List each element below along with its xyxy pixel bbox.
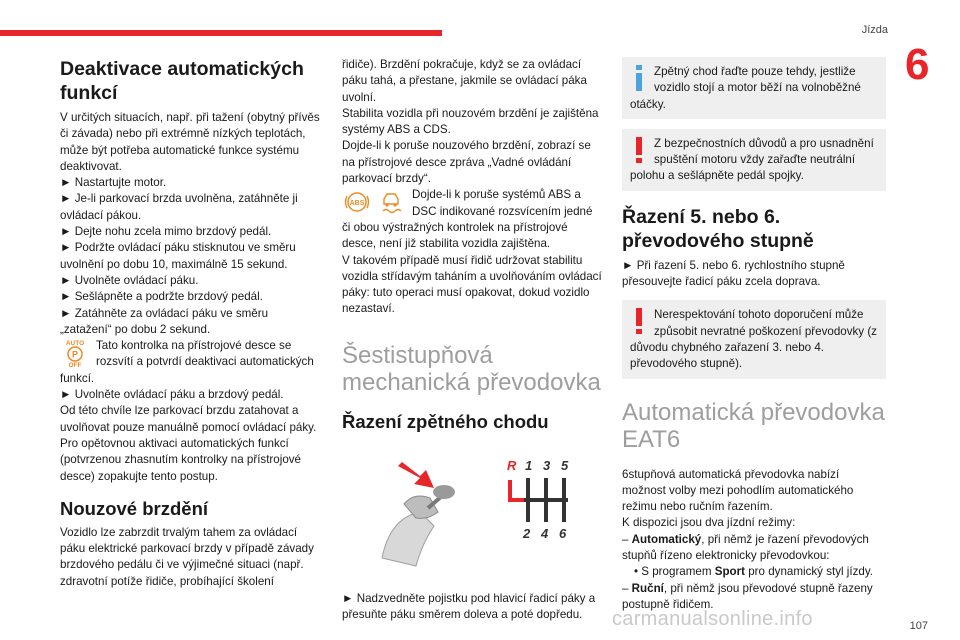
heading-deactivate: Deaktivace automatických funkcí [60,58,304,104]
gear-label-1: 1 [525,457,533,473]
header-accent-bar [0,30,442,36]
heading-automatic-gearbox: Automatická převodovka EAT6 [622,398,885,453]
reverse-gear-illustration [342,448,582,578]
gear-label-3: 3 [543,457,551,473]
paragraph: Dojde-li k poruše systémů ABS a DSC indikované rozsvícením jedné či obou výstražných kontrolek na přístrojové desce, není již stabilita vozidla zajištěna. [342,188,593,251]
paragraph: K dispozici jsou dva jízdní režimy: [622,516,796,530]
gear-label-6: 6 [559,525,567,541]
column-1 [60,57,322,590]
gear-pattern-diagram [507,458,569,541]
paragraph: Tato kontrolka na přístrojové desce se rozsvítí a potvrdí deaktivaci automatických funkcí. [60,339,314,385]
warning-exclamation-icon [630,136,648,164]
info-text: Zpětný chod řaďte pouze tehdy, jestliže vozidlo stojí a motor běží na volnoběžné otáčky. [630,65,861,111]
abs-warning-icon [342,187,372,217]
list-item-automatic: – Automatický, při němž je řazení převodových stupňů řízeno elektronicky převodovkou: [622,532,869,563]
gear-label-5: 5 [561,457,569,473]
info-box [622,57,886,119]
auto-off-note [60,338,322,387]
paragraph: Od této chvíle lze parkovací brzdu zatahovat a uvolňovat pouze manuálně pomocí ovládací páky. [60,404,317,434]
step-item: ► Sešlápněte a podržte brzdový pedál. [60,290,263,304]
step-item: ► Nadzvedněte pojistku pod hlavicí řadicí páky a přesuňte páku směrem doleva a poté dopředu. [342,592,596,622]
paragraph: 6stupňová automatická převodovka nabízí možnost volby mezi pohodlím automatického režimu nebo ručním řazením. [622,467,854,514]
gear-label-r: R [507,457,517,473]
warning-box [622,300,886,378]
info-icon [630,64,648,92]
gear-label-4: 4 [541,525,549,541]
warning-exclamation-icon [630,307,648,335]
arrow-icon [398,462,434,488]
step-item: ► Je-li parkovací brzda uvolněna, zatáhněte ji ovládací pákou. [60,192,298,222]
warning-text: Nerespektování tohoto doporučení může způsobit nevratné poškození převodovky (z důvodu chybného zařazení 3. nebo 4. převodového stupně). [630,308,877,371]
list-item-manual: – Ruční, při němž jsou převodové stupně řazeny postupně řidičem. [622,581,873,611]
paragraph: Pro opětovnou aktivaci automatických funkcí (potvrzenou zhasnutím kontrolky na přístrojové desce) zopakujte tento postup. [60,436,302,483]
step-item: ► Uvolněte ovládací páku a brzdový pedál. [60,388,284,402]
auto-icon-label-bottom: OFF [68,362,82,369]
paragraph: V určitých situacích, např. při tažení (obytný přívěs či závada) nebo při extrémně nízkých teplotách, může být potřeba automatické funkce systému deaktivovat. [60,111,320,173]
abs-dsc-note [342,187,604,252]
safety-box [622,129,886,191]
heading-shift-5-6: Řazení 5. nebo 6. převodového stupně [622,205,814,252]
step-item: ► Dejte nohu zcela mimo brzdový pedál. [60,225,272,239]
dsc-warning-icon [376,187,406,217]
paragraph: řidiče). Brzdění pokračuje, když se za ovládací páku tahá, a přestane, jakmile se ovládací páka uvolní. [342,58,587,104]
paragraph: Stabilita vozidla při nouzovém brzdění je zajištěna systémy ABS a CDS. [342,106,599,137]
watermark: carmanualsonline.info [612,608,813,630]
list-item-sport: • S programem Sport pro dynamický styl jízdy. [634,565,874,579]
column-3 [622,57,886,613]
step-item: ► Zatáhněte za ovládací páku ve směru „zatažení“ po dobu 2 sekund. [60,306,269,336]
chapter-number: 6 [905,40,930,89]
section-title: Jízda [861,24,888,36]
safety-text: Z bezpečnostních důvodů a pro usnadnění spuštění motoru vždy zařaďte neutrální polohu a sešlápněte pedál spojky. [630,136,874,183]
step-item: ► Při řazení 5. nebo 6. rychlostního stupně přesouvejte řadicí páku zcela doprava. [622,258,845,289]
auto-icon-label-top: AUTO [65,340,85,348]
gear-label-2: 2 [523,525,531,541]
paragraph: Vozidlo lze zabrzdit trvalým tahem za ovládací páku elektrické parkovací brzdy v případě závady brzdového pedálu či ve výjimečné situaci (např. zdravotní potíže řidiče, probíhající školení [60,525,314,588]
abs-icon-label: ABS [349,200,365,208]
svg-text:P: P [71,349,79,360]
column-2 [342,57,604,624]
heading-reverse-gear: Řazení zpětného chodu [342,410,549,432]
auto-off-parking-icon [60,338,90,368]
step-item: ► Nastartujte motor. [60,176,167,190]
paragraph: V takovém případě musí řidič udržovat stabilitu vozidla střídavým taháním a uvolňováním ovládací páky: tuto operaci musí opakovat, dokud vozidlo nezastaví. [342,253,602,316]
step-item: ► Uvolněte ovládací páku. [60,273,199,287]
step-item: ► Podržte ovládací páku stisknutou ve směru uvolnění po dobu 10, maximálně 15 sekund. [60,241,296,271]
page-number: 107 [909,620,928,632]
heading-emergency-braking: Nouzové brzdění [60,497,209,519]
gear-lever-illustration [382,462,455,566]
heading-manual-gearbox: Šestistupňová mechanická převodovka [342,341,601,396]
paragraph: Dojde-li k poruše nouzového brzdění, zobrazí se na přístrojové desce zpráva „Vadné ovládání parkovací brzdy“. [342,139,591,186]
